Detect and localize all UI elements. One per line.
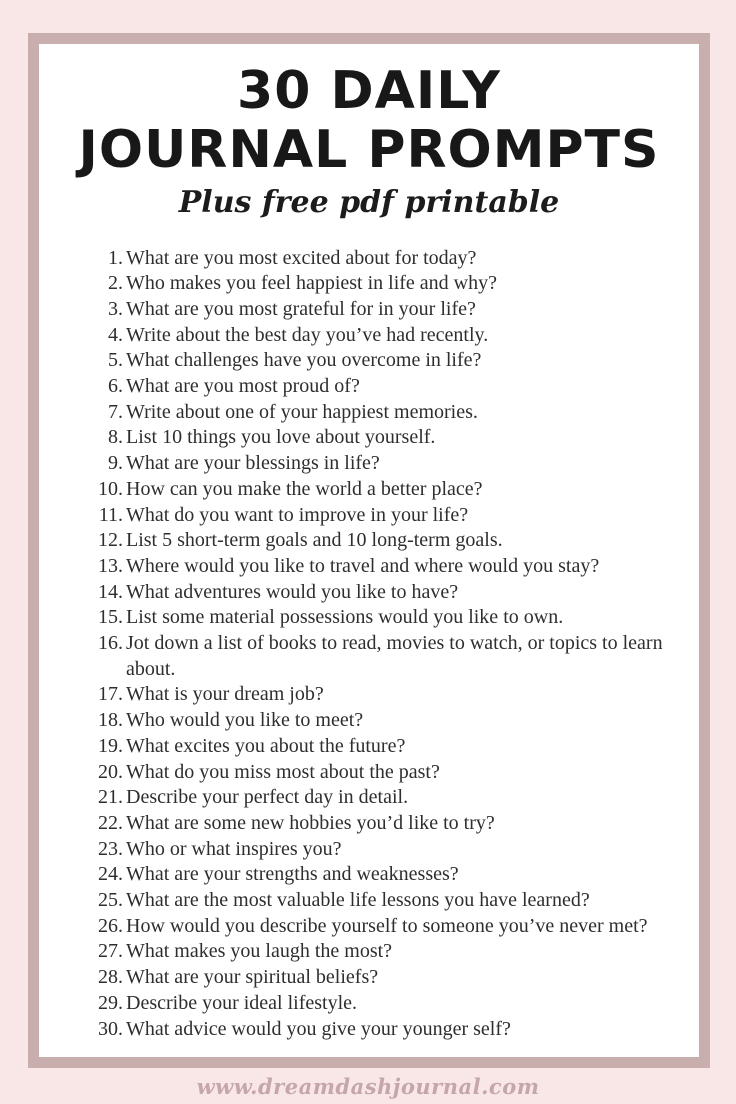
item-number: 4. xyxy=(108,323,123,346)
bordered-card xyxy=(28,33,710,1068)
item-number: 24. xyxy=(98,863,123,886)
item-number: 9. xyxy=(108,452,123,475)
item-text: Who makes you feel happiest in life and why? xyxy=(126,272,497,295)
item-number: 18. xyxy=(98,709,123,732)
item-text: List 10 things you love about yourself. xyxy=(126,426,436,449)
item-text: What are your strengths and weaknesses? xyxy=(126,863,459,886)
item-text: What advice would you give your younger self? xyxy=(126,1017,511,1040)
title-line-2: JOURNAL PROMPTS xyxy=(78,119,660,180)
list-item xyxy=(81,425,669,451)
list-item xyxy=(81,554,669,580)
item-number: 29. xyxy=(98,991,123,1014)
item-text: What adventures would you like to have? xyxy=(126,580,459,603)
item-text: Jot down a list of books to read, movies to watch, or topics to learn about. xyxy=(126,632,663,680)
item-number: 28. xyxy=(98,966,123,989)
item-number: 8. xyxy=(108,426,123,449)
list-item xyxy=(81,939,669,965)
list-item xyxy=(81,348,669,374)
item-text: Write about one of your happiest memories. xyxy=(126,400,478,423)
list-item xyxy=(81,862,669,888)
list-item xyxy=(81,991,669,1017)
item-text: What are you most proud of? xyxy=(126,375,360,398)
footer-url: www.dreamdashjournal.com xyxy=(196,1074,540,1099)
item-number: 15. xyxy=(98,606,123,629)
list-item xyxy=(81,605,669,631)
item-text: What is your dream job? xyxy=(126,683,324,706)
item-number: 6. xyxy=(108,375,123,398)
item-text: List some material possessions would you like to own. xyxy=(126,606,564,629)
list-item xyxy=(81,528,669,554)
item-number: 10. xyxy=(98,477,123,500)
item-number: 1. xyxy=(108,246,123,269)
prompt-list xyxy=(59,246,679,1043)
item-number: 7. xyxy=(108,400,123,423)
item-text: What challenges have you overcome in life? xyxy=(126,349,482,372)
card-content xyxy=(39,44,699,1057)
item-number: 17. xyxy=(98,683,123,706)
list-item xyxy=(81,477,669,503)
item-number: 13. xyxy=(98,554,123,577)
item-number: 23. xyxy=(98,837,123,860)
item-number: 3. xyxy=(108,297,123,320)
item-text: How can you make the world a better place? xyxy=(126,477,483,500)
list-item xyxy=(81,323,669,349)
list-item xyxy=(81,965,669,991)
item-text: Who would you like to meet? xyxy=(126,709,364,732)
item-number: 27. xyxy=(98,940,123,963)
item-number: 14. xyxy=(98,580,123,603)
list-item xyxy=(81,374,669,400)
item-text: What are some new hobbies you’d like to try? xyxy=(126,811,495,834)
list-item xyxy=(81,914,669,940)
list-item xyxy=(81,785,669,811)
item-number: 30. xyxy=(98,1017,123,1040)
item-number: 19. xyxy=(98,734,123,757)
list-item xyxy=(81,503,669,529)
item-number: 11. xyxy=(98,503,123,526)
item-text: What are your spiritual beliefs? xyxy=(126,966,379,989)
list-item xyxy=(81,451,669,477)
item-text: Describe your ideal lifestyle. xyxy=(126,991,358,1014)
item-text: What do you miss most about the past? xyxy=(126,760,440,783)
list-item xyxy=(81,631,669,682)
list-item xyxy=(81,837,669,863)
item-text: What do you want to improve in your life? xyxy=(126,503,469,526)
list-item xyxy=(81,580,669,606)
item-number: 25. xyxy=(98,889,123,912)
list-item xyxy=(81,1017,669,1043)
item-number: 12. xyxy=(98,529,123,552)
item-number: 20. xyxy=(98,760,123,783)
item-text: What makes you laugh the most? xyxy=(126,940,393,963)
item-text: Write about the best day you’ve had recently. xyxy=(126,323,489,346)
item-number: 22. xyxy=(98,811,123,834)
item-number: 26. xyxy=(98,914,123,937)
item-number: 2. xyxy=(108,272,123,295)
item-text: What are you most grateful for in your life? xyxy=(126,297,476,320)
item-text: List 5 short-term goals and 10 long-term goals. xyxy=(126,529,503,552)
item-text: What excites you about the future? xyxy=(126,734,406,757)
item-text: What are your blessings in life? xyxy=(126,452,380,475)
list-item xyxy=(81,734,669,760)
item-number: 5. xyxy=(108,349,123,372)
page-title xyxy=(59,62,679,180)
item-number: 16. xyxy=(98,632,123,655)
item-text: What are the most valuable life lessons you have learned? xyxy=(126,889,590,912)
item-text: How would you describe yourself to someone you’ve never met? xyxy=(126,914,648,937)
list-item xyxy=(81,888,669,914)
list-item xyxy=(81,297,669,323)
item-text: Who or what inspires you? xyxy=(126,837,342,860)
title-line-1: 30 DAILY xyxy=(237,61,501,121)
list-item xyxy=(81,246,669,272)
item-text: What are you most excited about for today? xyxy=(126,246,477,269)
list-item xyxy=(81,760,669,786)
list-item xyxy=(81,708,669,734)
item-text: Where would you like to travel and where would you stay? xyxy=(126,554,600,577)
subtitle: Plus free pdf printable xyxy=(178,184,560,220)
list-item xyxy=(81,682,669,708)
list-item xyxy=(81,271,669,297)
item-text: Describe your perfect day in detail. xyxy=(126,786,409,809)
list-item xyxy=(81,400,669,426)
item-number: 21. xyxy=(98,786,123,809)
list-item xyxy=(81,811,669,837)
